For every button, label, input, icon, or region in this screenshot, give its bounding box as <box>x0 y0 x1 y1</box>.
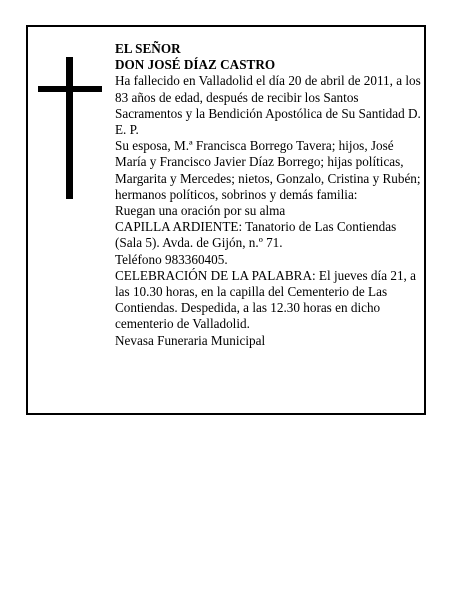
notice-title: EL SEÑOR <box>115 41 181 56</box>
phone-number: Teléfono 983360405. <box>115 251 228 267</box>
cross-horizontal-bar <box>38 86 102 92</box>
cross-icon <box>38 57 102 199</box>
death-announcement: Ha fallecido en Valladolid el día 20 de abril de 2011, a los 83 años de edad, después de recibir los Santos Sacramentos y la Bendición Apostólica de Su Santidad D. E. P. <box>115 73 421 138</box>
funeral-home: Nevasa Funeraria Municipal <box>115 332 266 348</box>
notice-text <box>115 41 421 349</box>
ceremony-details: CELEBRACIÓN DE LA PALABRA: El jueves día 21, a las 10.30 horas, en la capilla del Cementerio de Las Contiendas. Despedida, a las 12.30 horas en dicho cementerio de Valladolid. <box>115 267 416 332</box>
cross-vertical-bar <box>66 57 73 199</box>
prayer-request: Ruegan una oración por su alma <box>115 203 286 219</box>
chapel-location: CAPILLA ARDIENTE: Tanatorio de Las Contiendas (Sala 5). Avda. de Gijón, n.º 71. <box>115 219 397 251</box>
obituary-notice <box>26 25 426 415</box>
family-list: Su esposa, M.ª Francisca Borrego Tavera; hijos, José María y Francisco Javier Díaz Borrego; hijas políticas, Margarita y Mercedes; nietos, Gonzalo, Cristina y Rubén; hermanos políticos, sobrinos y demás familia: <box>115 138 421 202</box>
deceased-name: DON JOSÉ DÍAZ CASTRO <box>115 57 276 73</box>
